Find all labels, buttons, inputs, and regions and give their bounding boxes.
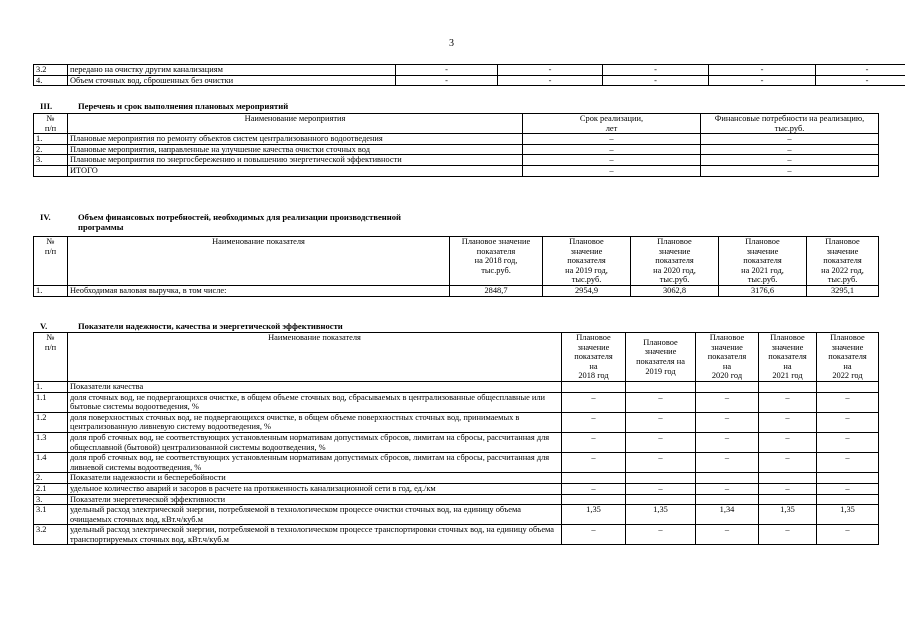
value-cell: – [696,392,759,412]
row-number: 1.3 [34,432,68,452]
row-number: 4. [34,75,68,86]
term-cell: – [523,134,701,145]
row-name: Плановые мероприятия по энергосбережению и повышению энергетической эффективности [68,155,523,166]
table-row [34,453,879,473]
value-cell: – [562,392,626,412]
finance-cell: – [701,144,879,155]
row-number: 1.4 [34,453,68,473]
header-name: Наименование мероприятия [68,114,523,134]
section-5-heading [40,321,343,331]
value-cell: – [817,412,879,432]
value-cell [759,381,817,392]
value-cell: - [603,75,709,86]
table-row-total [34,165,879,176]
value-cell: – [626,432,696,452]
row-name: Плановые мероприятия по ремонту объектов систем централизованного водоотведения [68,134,523,145]
table-header-row [34,237,879,286]
row-number: 3.1 [34,505,68,525]
row-name: Необходимая валовая выручка, в том числе: [68,285,450,296]
finance-table [33,236,879,297]
term-cell: – [523,144,701,155]
row-name: ИТОГО [68,165,523,176]
row-name: Показатели энергетической эффективности [68,494,562,505]
header-year: Плановое значение показателя на 2019 год [626,333,696,382]
value-cell [817,473,879,484]
value-cell: 3176,6 [719,285,807,296]
section-number: V. [40,321,48,331]
row-name: удельное количество аварий и засоров в расчете на протяженность канализационной сети в год, ед./км [68,483,562,494]
top-table [33,64,905,86]
table-row [34,525,879,545]
row-name: передано на очистку другим канализациям [68,65,396,76]
value-cell: – [562,483,626,494]
table-row [34,483,879,494]
section-3-heading [40,101,288,111]
value-cell: - [396,75,498,86]
value-cell: – [817,453,879,473]
value-cell: – [696,483,759,494]
value-cell: – [562,432,626,452]
value-cell [696,473,759,484]
header-name: Наименование показателя [68,237,450,286]
row-number: 3. [34,494,68,505]
row-number [34,165,68,176]
value-cell [626,381,696,392]
finance-cell: – [701,155,879,166]
row-name: доля проб сточных вод, не соответствующих установленным нормативам допустимых сбросов, лимитам на сбросы, рассчитанная для ливневой системы водоотведения, % [68,453,562,473]
header-year: Плановое значение показателя на 2020 год, тыс.руб. [631,237,719,286]
value-cell: – [817,432,879,452]
value-cell: – [759,432,817,452]
value-cell: - [816,75,905,86]
value-cell: 3062,8 [631,285,719,296]
value-cell: - [709,75,816,86]
header-year: Плановое значение показателя на 2022 год [817,333,879,382]
section-title-continuation: программы [78,222,124,232]
value-cell [626,494,696,505]
value-cell: – [817,483,879,494]
table-row [34,65,905,76]
value-cell: 2848,7 [450,285,543,296]
row-name: доля поверхностных сточных вод, не подвергающихся очистке, в общем объеме поверхностных сточных вод, принимаемых в централизованную ливневую систему водоотведения, % [68,412,562,432]
row-number: 2. [34,473,68,484]
header-num: № п/п [34,114,68,134]
value-cell: 1,35 [817,505,879,525]
section-title: Перечень и срок выполнения плановых мероприятий [78,101,289,111]
value-cell: – [696,432,759,452]
term-cell: – [523,155,701,166]
value-cell: – [562,525,626,545]
value-cell [696,381,759,392]
table-row [34,285,879,296]
value-cell: 1,35 [562,505,626,525]
value-cell [817,381,879,392]
table-row [34,392,879,412]
table-header-row [34,333,879,382]
value-cell: – [562,453,626,473]
value-cell: – [759,392,817,412]
value-cell: – [626,412,696,432]
value-cell [696,494,759,505]
row-name: Объем сточных вод, сброшенных без очистки [68,75,396,86]
value-cell: – [759,525,817,545]
value-cell: 3295,1 [807,285,879,296]
value-cell [562,473,626,484]
table-row-group [34,473,879,484]
row-name: Плановые мероприятия, направленные на улучшение качества очистки сточных вод [68,144,523,155]
value-cell: – [696,453,759,473]
value-cell: 1,35 [759,505,817,525]
header-finance: Финансовые потребности на реализацию, тыс.руб. [701,114,879,134]
section-number: IV. [40,212,51,222]
value-cell: 1,34 [696,505,759,525]
value-cell: - [498,65,603,76]
value-cell [817,494,879,505]
value-cell: – [759,412,817,432]
value-cell: – [696,412,759,432]
table-row [34,75,905,86]
value-cell: – [759,453,817,473]
header-year: Плановое значение показателя на 2018 год [562,333,626,382]
value-cell [759,494,817,505]
indicators-table [33,332,879,545]
value-cell: – [696,525,759,545]
table-header-row [34,114,879,134]
header-name: Наименование показателя [68,333,562,382]
row-number: 2.1 [34,483,68,494]
table-row-group [34,494,879,505]
finance-cell: – [701,165,879,176]
row-number: 3.2 [34,525,68,545]
header-num: № п/п [34,333,68,382]
value-cell: – [817,392,879,412]
row-name: Показатели качества [68,381,562,392]
header-year: Плановое значение показателя на 2022 год, тыс.руб. [807,237,879,286]
row-name: доля проб сточных вод, не соответствующих установленным нормативам допустимых сбросов, лимитам на сбросы, рассчитанная для общесплавной (бытовой) централизованной системы водоотведения, % [68,432,562,452]
value-cell [562,381,626,392]
header-year: Плановое значение показателя на 2019 год, тыс.руб. [543,237,631,286]
header-year: Плановое значение показателя на 2020 год [696,333,759,382]
value-cell: – [562,412,626,432]
measures-table [33,113,879,177]
value-cell: – [626,453,696,473]
row-number: 1.1 [34,392,68,412]
value-cell: – [626,525,696,545]
row-name: удельный расход электрической энергии, потребляемой в технологическом процессе транспортировки сточных вод, на единицу объема транспортируемых сточных вод, кВт.ч/куб.м [68,525,562,545]
value-cell: – [817,525,879,545]
value-cell [626,473,696,484]
section-title: Объем финансовых потребностей, необходимых для реализации производственной [78,212,401,222]
header-term: Срок реализации, лет [523,114,701,134]
row-number: 1. [34,285,68,296]
value-cell: 1,35 [626,505,696,525]
page-number: 3 [449,38,454,49]
section-title: Показатели надежности, качества и энергетической эффективности [78,321,343,331]
value-cell: 2954,9 [543,285,631,296]
table-row-group [34,381,879,392]
row-number: 1.2 [34,412,68,432]
section-number: III. [40,101,53,111]
table-row [34,134,879,145]
row-number: 2. [34,144,68,155]
row-name: удельный расход электрической энергии, потребляемой в технологическом процессе очистки сточных вод, на единицу объема очищаемых сточных вод, кВт.ч/куб.м [68,505,562,525]
row-number: 3.2 [34,65,68,76]
row-name: Показатели надежности и бесперебойности [68,473,562,484]
value-cell: - [396,65,498,76]
table-row [34,155,879,166]
section-4-heading [40,212,401,232]
table-row [34,144,879,155]
value-cell: – [626,483,696,494]
header-year: Плановое значение показателя на 2021 год [759,333,817,382]
row-number: 1. [34,134,68,145]
header-year: Плановое значение показателя на 2021 год, тыс.руб. [719,237,807,286]
row-name: доля сточных вод, не подвергающихся очистке, в общем объеме сточных вод, сбрасываемых в централизованные общесплавные или бытовые системы водоотведения, % [68,392,562,412]
value-cell: - [603,65,709,76]
row-number: 3. [34,155,68,166]
header-year: Плановое значение показателя на 2018 год, тыс.руб. [450,237,543,286]
table-row [34,432,879,452]
table-row [34,412,879,432]
value-cell [562,494,626,505]
header-num: № п/п [34,237,68,286]
value-cell: – [626,392,696,412]
row-number: 1. [34,381,68,392]
value-cell: - [709,65,816,76]
value-cell: – [759,483,817,494]
value-cell: - [498,75,603,86]
value-cell [759,473,817,484]
term-cell: – [523,165,701,176]
finance-cell: – [701,134,879,145]
table-row [34,505,879,525]
value-cell: - [816,65,905,76]
